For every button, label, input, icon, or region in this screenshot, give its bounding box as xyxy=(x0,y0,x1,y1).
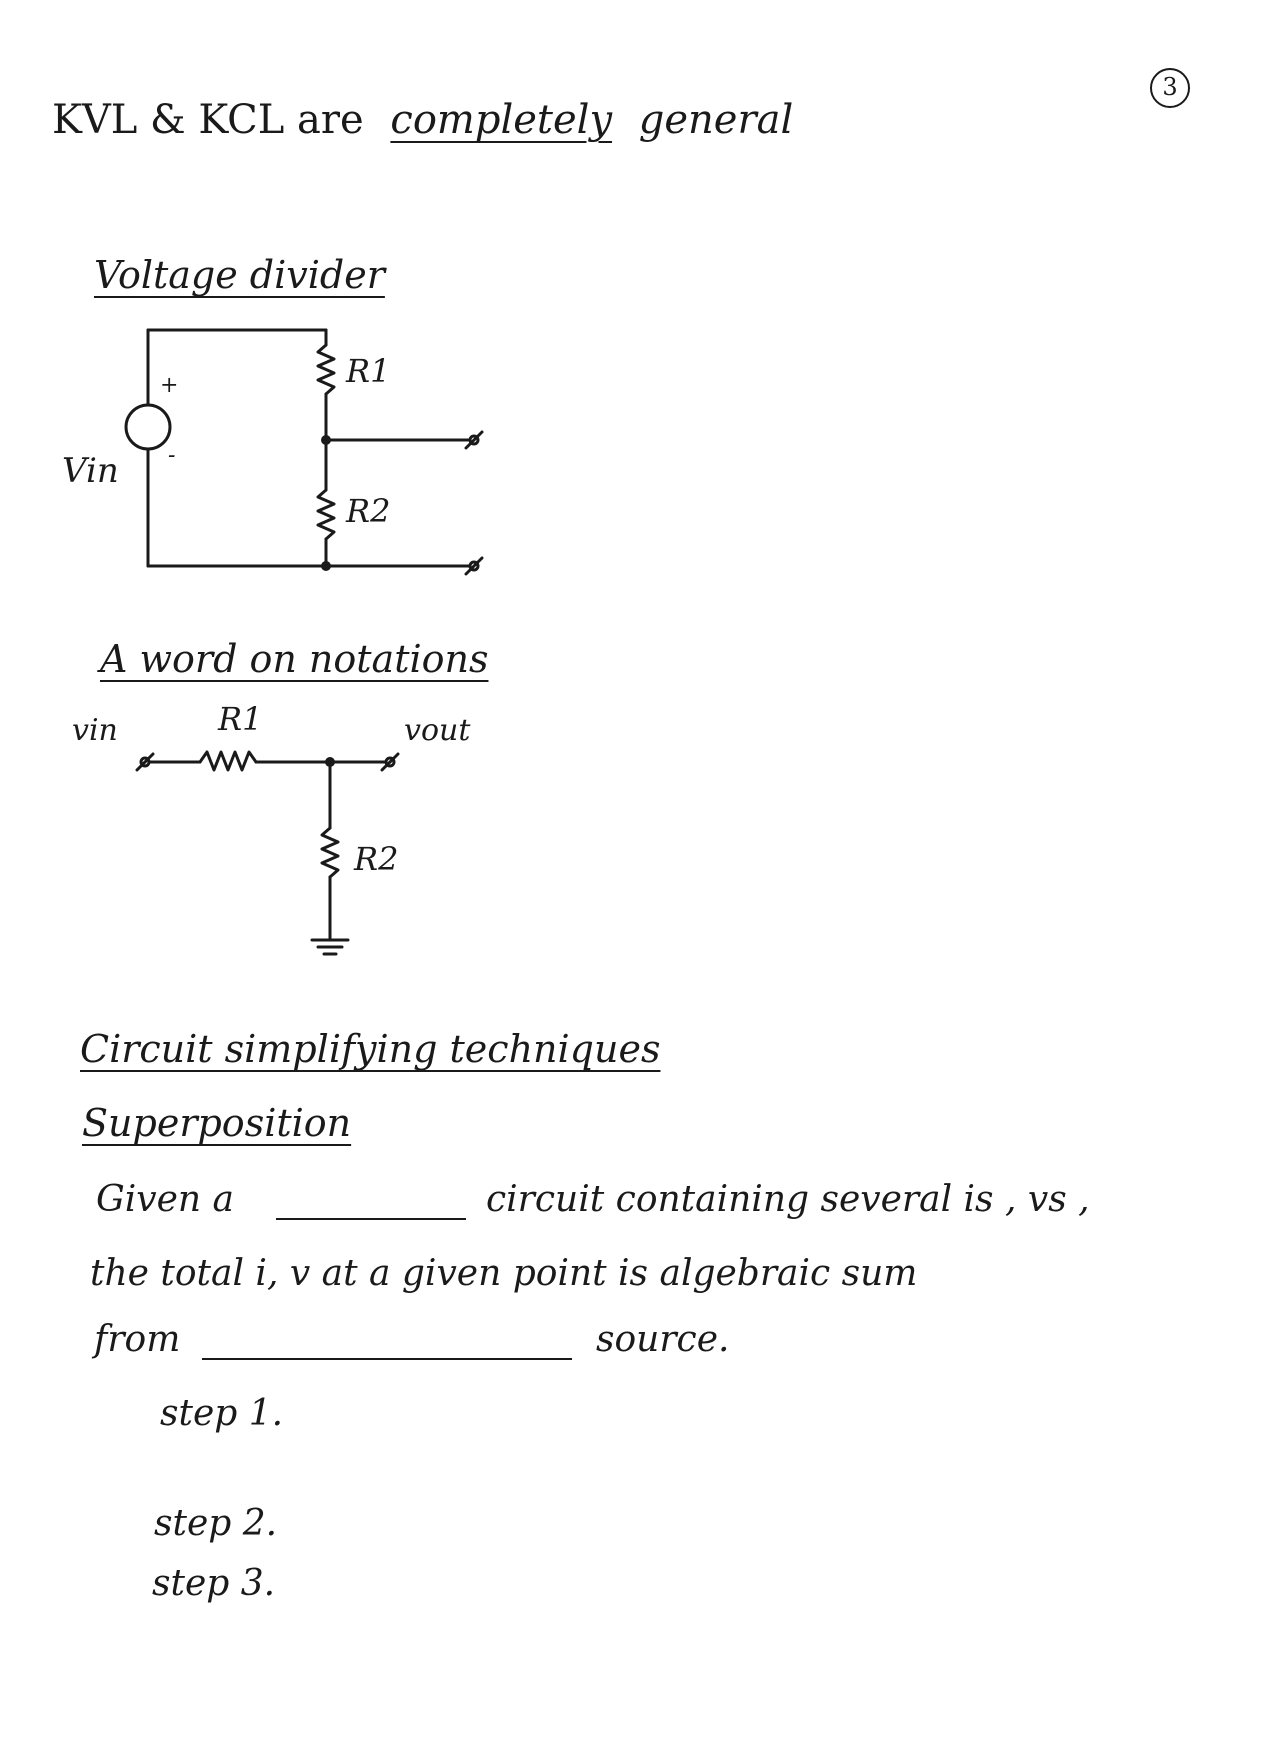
paragraph-line-1b: circuit containing several is , vs , xyxy=(486,1179,1090,1220)
superposition-heading: Superposition xyxy=(82,1101,352,1145)
blank-2 xyxy=(202,1358,572,1360)
source-minus: - xyxy=(168,443,176,468)
r2-label: R2 xyxy=(346,492,391,530)
paragraph-line-2: the total i, v at a given point is algebraic sum xyxy=(90,1253,918,1294)
notation-vin-label: vin xyxy=(72,713,118,748)
vin-label: Vin xyxy=(62,451,119,491)
notation-r2-resistor xyxy=(322,828,338,877)
title-tail: general xyxy=(638,97,794,143)
paragraph-line-1a: Given a xyxy=(96,1179,235,1220)
blank-1 xyxy=(276,1218,466,1220)
source-plus: + xyxy=(160,373,179,398)
notation-r1-label: R1 xyxy=(218,700,263,738)
r1-label: R1 xyxy=(346,352,391,390)
paragraph-line-3a: from xyxy=(94,1319,181,1360)
step-1: step 1. xyxy=(160,1393,284,1434)
notation-vout-label: vout xyxy=(404,713,471,748)
step-3: step 3. xyxy=(152,1563,276,1604)
voltage-divider-heading: Voltage divider xyxy=(94,253,385,297)
paragraph-line-3b: source. xyxy=(596,1319,730,1360)
notation-r1-resistor xyxy=(200,752,256,770)
step-2: step 2. xyxy=(154,1503,278,1544)
title-lead: KVL & KCL are xyxy=(52,97,364,143)
page-number: 3 xyxy=(1150,68,1190,108)
simplifying-heading: Circuit simplifying techniques xyxy=(80,1027,661,1071)
notation-heading: A word on notations xyxy=(100,637,489,681)
notation-r2-label: R2 xyxy=(354,840,399,878)
title-emphasis: completely xyxy=(390,97,613,143)
